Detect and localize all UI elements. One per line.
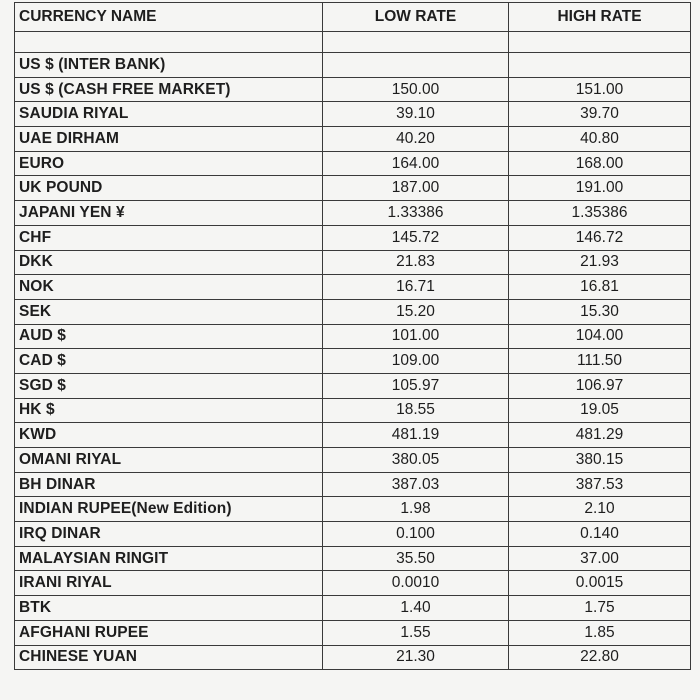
currency-name-cell: CHF xyxy=(15,225,323,250)
high-rate-cell: 21.93 xyxy=(509,250,691,275)
high-rate-cell: 40.80 xyxy=(509,127,691,152)
currency-name-cell: CHINESE YUAN xyxy=(15,645,323,670)
low-rate-cell: 187.00 xyxy=(323,176,509,201)
high-rate-cell: 15.30 xyxy=(509,299,691,324)
table-row xyxy=(15,522,691,547)
low-rate-cell: 150.00 xyxy=(323,77,509,102)
high-rate-cell: 104.00 xyxy=(509,324,691,349)
low-rate-cell: 21.83 xyxy=(323,250,509,275)
currency-name-cell: DKK xyxy=(15,250,323,275)
low-rate-cell: 1.40 xyxy=(323,596,509,621)
currency-name-cell: NOK xyxy=(15,275,323,300)
high-rate-cell: 151.00 xyxy=(509,77,691,102)
currency-name-cell: IRQ DINAR xyxy=(15,522,323,547)
blank-cell xyxy=(509,32,691,53)
low-rate-cell: 1.33386 xyxy=(323,201,509,226)
high-rate-cell: 387.53 xyxy=(509,472,691,497)
header-high-rate: HIGH RATE xyxy=(509,3,691,32)
table-header-row xyxy=(15,3,691,32)
high-rate-cell: 39.70 xyxy=(509,102,691,127)
high-rate-cell: 0.0015 xyxy=(509,571,691,596)
table-row xyxy=(15,423,691,448)
currency-name-cell: JAPANI YEN ¥ xyxy=(15,201,323,226)
high-rate-cell: 168.00 xyxy=(509,151,691,176)
table-row xyxy=(15,472,691,497)
currency-rates-table xyxy=(14,2,691,670)
table-row xyxy=(15,546,691,571)
low-rate-cell: 145.72 xyxy=(323,225,509,250)
high-rate-cell: 22.80 xyxy=(509,645,691,670)
table-row xyxy=(15,102,691,127)
low-rate-cell: 0.0010 xyxy=(323,571,509,596)
currency-name-cell: BH DINAR xyxy=(15,472,323,497)
high-rate-cell: 1.35386 xyxy=(509,201,691,226)
high-rate-cell: 481.29 xyxy=(509,423,691,448)
low-rate-cell: 380.05 xyxy=(323,448,509,473)
table-row xyxy=(15,275,691,300)
currency-name-cell: MALAYSIAN RINGIT xyxy=(15,546,323,571)
table-row xyxy=(15,299,691,324)
low-rate-cell: 0.100 xyxy=(323,522,509,547)
low-rate-cell xyxy=(323,53,509,78)
currency-name-cell: SEK xyxy=(15,299,323,324)
table-row xyxy=(15,596,691,621)
high-rate-cell: 19.05 xyxy=(509,398,691,423)
currency-name-cell: US $ (INTER BANK) xyxy=(15,53,323,78)
table-row xyxy=(15,645,691,670)
low-rate-cell: 15.20 xyxy=(323,299,509,324)
table-row xyxy=(15,448,691,473)
blank-row xyxy=(15,32,691,53)
currency-name-cell: KWD xyxy=(15,423,323,448)
currency-name-cell: EURO xyxy=(15,151,323,176)
high-rate-cell: 106.97 xyxy=(509,373,691,398)
low-rate-cell: 21.30 xyxy=(323,645,509,670)
table-row xyxy=(15,497,691,522)
currency-name-cell: BTK xyxy=(15,596,323,621)
low-rate-cell: 16.71 xyxy=(323,275,509,300)
low-rate-cell: 481.19 xyxy=(323,423,509,448)
high-rate-cell: 111.50 xyxy=(509,349,691,374)
low-rate-cell: 101.00 xyxy=(323,324,509,349)
currency-name-cell: SGD $ xyxy=(15,373,323,398)
low-rate-cell: 105.97 xyxy=(323,373,509,398)
low-rate-cell: 1.98 xyxy=(323,497,509,522)
high-rate-cell: 191.00 xyxy=(509,176,691,201)
low-rate-cell: 387.03 xyxy=(323,472,509,497)
high-rate-cell: 0.140 xyxy=(509,522,691,547)
high-rate-cell: 1.85 xyxy=(509,620,691,645)
low-rate-cell: 40.20 xyxy=(323,127,509,152)
low-rate-cell: 39.10 xyxy=(323,102,509,127)
high-rate-cell: 2.10 xyxy=(509,497,691,522)
table-row xyxy=(15,77,691,102)
currency-name-cell: OMANI RIYAL xyxy=(15,448,323,473)
currency-name-cell: SAUDIA RIYAL xyxy=(15,102,323,127)
high-rate-cell xyxy=(509,53,691,78)
high-rate-cell: 1.75 xyxy=(509,596,691,621)
header-currency-name: CURRENCY NAME xyxy=(15,3,323,32)
low-rate-cell: 1.55 xyxy=(323,620,509,645)
low-rate-cell: 35.50 xyxy=(323,546,509,571)
table-row xyxy=(15,250,691,275)
low-rate-cell: 18.55 xyxy=(323,398,509,423)
currency-name-cell: UAE DIRHAM xyxy=(15,127,323,152)
table-row xyxy=(15,571,691,596)
table-row xyxy=(15,225,691,250)
currency-name-cell: INDIAN RUPEE(New Edition) xyxy=(15,497,323,522)
currency-name-cell: AFGHANI RUPEE xyxy=(15,620,323,645)
table-row xyxy=(15,373,691,398)
table-row xyxy=(15,53,691,78)
currency-name-cell: US $ (CASH FREE MARKET) xyxy=(15,77,323,102)
table-row xyxy=(15,620,691,645)
currency-name-cell: IRANI RIYAL xyxy=(15,571,323,596)
high-rate-cell: 37.00 xyxy=(509,546,691,571)
currency-name-cell: CAD $ xyxy=(15,349,323,374)
currency-name-cell: AUD $ xyxy=(15,324,323,349)
high-rate-cell: 380.15 xyxy=(509,448,691,473)
low-rate-cell: 109.00 xyxy=(323,349,509,374)
table-row xyxy=(15,176,691,201)
table-row xyxy=(15,201,691,226)
table-row xyxy=(15,324,691,349)
blank-cell xyxy=(323,32,509,53)
low-rate-cell: 164.00 xyxy=(323,151,509,176)
currency-name-cell: UK POUND xyxy=(15,176,323,201)
table-row xyxy=(15,349,691,374)
blank-cell xyxy=(15,32,323,53)
high-rate-cell: 16.81 xyxy=(509,275,691,300)
table-row xyxy=(15,151,691,176)
currency-name-cell: HK $ xyxy=(15,398,323,423)
table-row xyxy=(15,127,691,152)
header-low-rate: LOW RATE xyxy=(323,3,509,32)
high-rate-cell: 146.72 xyxy=(509,225,691,250)
table-row xyxy=(15,398,691,423)
